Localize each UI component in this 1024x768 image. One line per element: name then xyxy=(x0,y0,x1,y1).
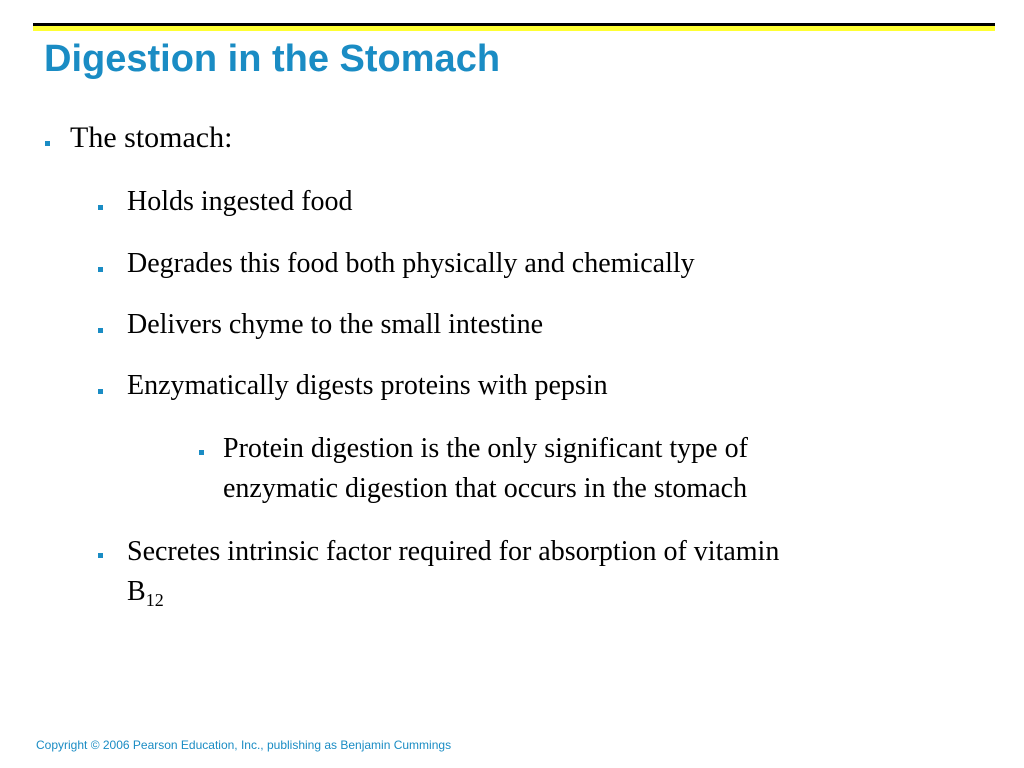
slide-title: Digestion in the Stomach xyxy=(44,38,501,80)
bullet-item-holds: Holds ingested food xyxy=(127,186,353,217)
copyright-footer: Copyright © 2006 Pearson Education, Inc., publishing as Benjamin Cummings xyxy=(36,738,452,752)
bullet-item-delivers: Delivers chyme to the small intestine xyxy=(127,309,544,340)
bullet-square-icon xyxy=(98,553,103,558)
secretes-line-2 xyxy=(127,572,779,620)
bullet-square-icon xyxy=(45,141,50,146)
bullet-square-icon xyxy=(98,205,103,210)
bullet-item-degrades: Degrades this food both physically and chemically xyxy=(127,248,695,279)
top-highlight-bar xyxy=(33,26,995,31)
bullet-item-enzymatic: Enzymatically digests proteins with pepsin xyxy=(127,370,608,401)
bullet-square-icon xyxy=(98,389,103,394)
bullet-square-icon xyxy=(98,328,103,333)
vitamin-b-subscript: 12 xyxy=(145,590,164,610)
vitamin-b-label: B xyxy=(127,576,146,607)
bullet-item-secretes xyxy=(127,532,779,620)
sub-bullet-line-2: enzymatic digestion that occurs in the stomach xyxy=(223,473,748,504)
bullet-square-icon xyxy=(98,267,103,272)
sub-bullet-protein-digestion xyxy=(223,429,748,509)
secretes-line-1: Secretes intrinsic factor required for absorption of vitamin xyxy=(127,536,780,567)
bullet-main: The stomach: xyxy=(70,121,233,154)
sub-bullet-line-1: Protein digestion is the only significant type of xyxy=(223,433,748,464)
bullet-square-icon xyxy=(199,450,204,455)
